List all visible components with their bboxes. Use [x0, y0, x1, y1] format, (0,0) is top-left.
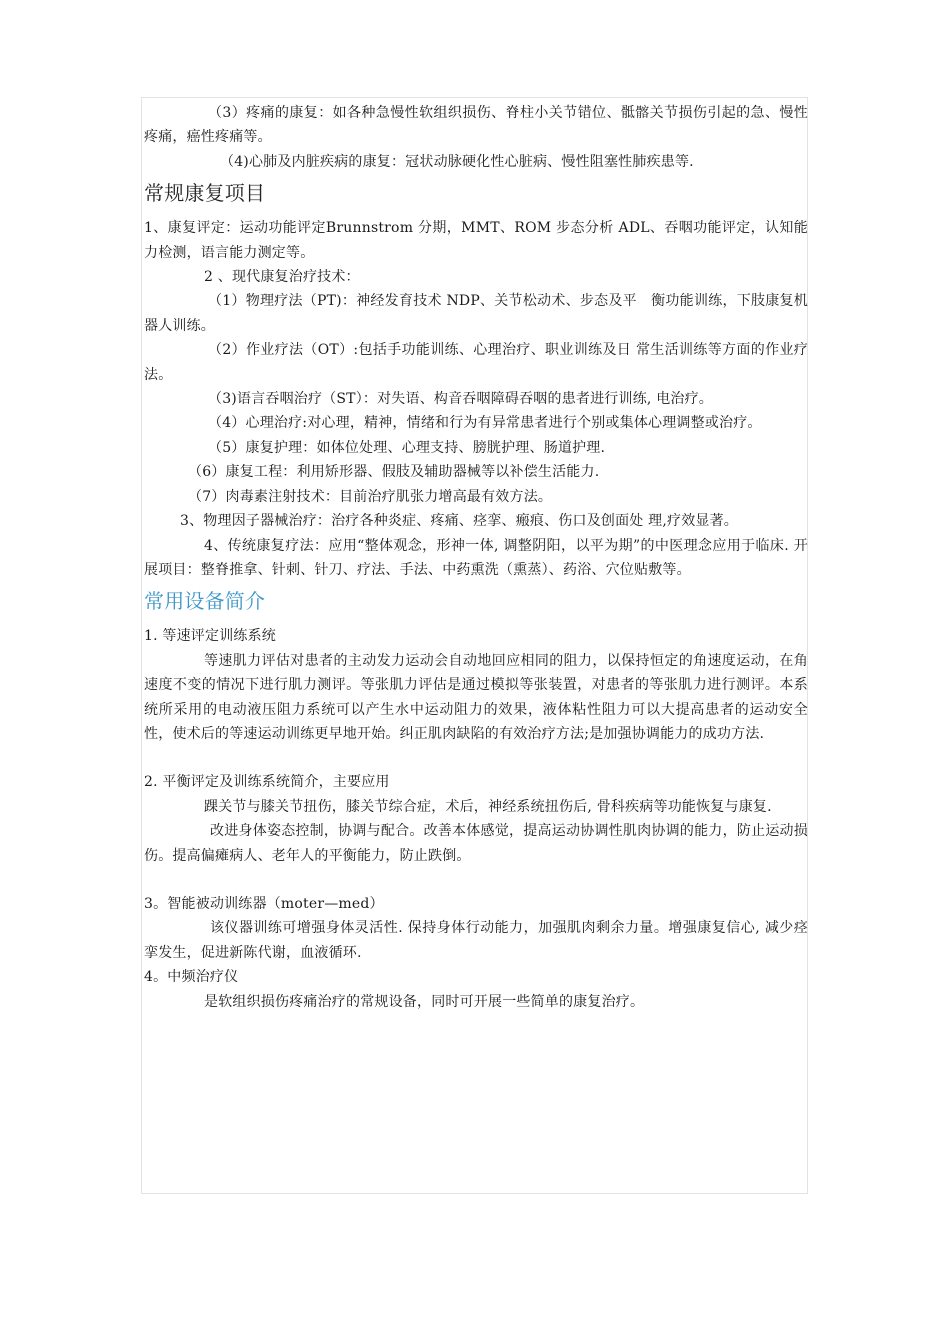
spacer: [144, 868, 808, 892]
botox-paragraph: （7）肉毒素注射技术：目前治疗肌张力增高最有效方法。: [188, 488, 553, 505]
traditional-therapy-paragraph: 4、传统康复疗法：应用“整体观念，形神一体, 调整阴阳，以平为期”的中医理念应用于临床. 开展项目：整脊推拿、针刺、针刀、疗法、手法、中药熏洗（熏蒸）、药浴、穴位贴敷等。: [144, 537, 808, 578]
equipment-2-text-1: 踝关节与膝关节扭伤，膝关节综合症，术后，神经系统扭伤后, 骨科疾病等功能恢复与康复.: [204, 798, 772, 815]
cardio-rehab-paragraph: （4)心肺及内脏疾病的康复：冠状动脉硬化性心脏病、慢性阻塞性肺疾患等.: [220, 153, 694, 170]
equipment-2-title: 2. 平衡评定及训练系统简介，主要应用: [144, 774, 390, 791]
psychotherapy-paragraph: （4）心理治疗:对心理，精神，情绪和行为有异常患者进行个别或集体心理调整或治疗。: [208, 415, 762, 432]
physical-factor-paragraph: 3、物理因子器械治疗：治疗各种炎症、疼痛、痉挛、瘢痕、伤口及创面处 理,疗效显著。: [180, 513, 739, 530]
rehab-engineering-paragraph: （6）康复工程：利用矫形器、假肢及辅助器械等以补偿生活能力.: [188, 464, 600, 481]
equipment-1-title: 1. 等速评定训练系统: [144, 628, 277, 645]
equipment-2-text-2: 改进身体姿态控制，协调与配合。改善本体感觉，提高运动协调性肌肉协调的能力，防止运动损伤。提高偏瘫病人、老年人的平衡能力，防止跌倒。: [144, 823, 808, 864]
heading-regular-projects: 常规康复项目: [144, 181, 266, 206]
spacer: [144, 746, 808, 770]
document-body: [144, 101, 808, 1014]
equipment-1-text: 等速肌力评估对患者的主动发力运动会自动地回应相同的阻力，以保持恒定的角速度运动，在角速度不变的情况下进行肌力测评。等张肌力评估是通过模拟等张装置，对患者的等张肌力进行测评。本系统所采用的电动液压阻力系统可以产生水中运动阻力的效果，液体粘性阻力可以大提高患者的运动安全性，使术后的等速运动训练更早地开始。纠正肌肉缺陷的有效治疗方法;是加强协调能力的成功方法.: [144, 652, 808, 742]
pain-rehab-paragraph: （3）疼痛的康复：如各种急慢性软组织损伤、脊柱小关节错位、骶髂关节损伤引起的急、慢性疼痛，癌性疼痛等。: [144, 105, 808, 146]
pt-paragraph: （1）物理疗法（PT)：神经发育技术 NDP、关节松动术、步态及平 衡功能训练，下肢康复机器人训练。: [144, 293, 808, 334]
rehab-nursing-paragraph: （5）康复护理：如体位处理、心理支持、膀胱护理、肠道护理.: [208, 439, 606, 456]
st-paragraph: （3)语言吞咽治疗（ST）：对失语、构音吞咽障碍吞咽的患者进行训练, 电治疗。: [208, 391, 713, 408]
heading-equipment: 常用设备简介: [144, 589, 266, 614]
modern-therapy-title: 2 、现代康复治疗技术：: [204, 269, 360, 286]
equipment-4-text: 是软组织损伤疼痛治疗的常规设备，同时可开展一些简单的康复治疗。: [204, 993, 645, 1010]
equipment-3-title: 3。智能被动训练器（moter—med）: [144, 895, 384, 912]
equipment-3-text: 该仪器训练可增强身体灵活性. 保持身体行动能力，加强肌肉剩余力量。增强康复信心, 减少痉挛发生，促进新陈代谢，血液循环.: [144, 920, 808, 961]
rehab-evaluation-paragraph: 1、康复评定：运动功能评定Brunnstrom 分期，MMT、ROM 步态分析 ADL、吞咽功能评定，认知能力检测，语言能力测定等。: [144, 220, 808, 261]
ot-paragraph: （2）作业疗法（OT）:包括手功能训练、心理治疗、职业训练及日 常生活训练等方面的作业疗法。: [144, 342, 808, 383]
equipment-4-title: 4。中频治疗仪: [144, 969, 239, 986]
